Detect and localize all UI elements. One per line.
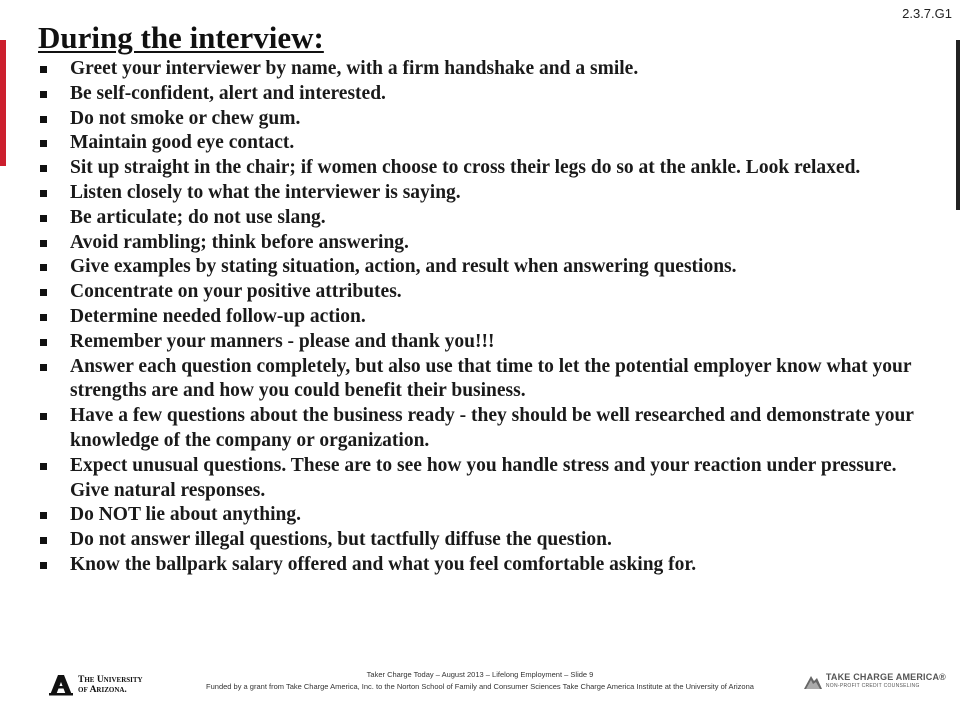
square-bullet-icon xyxy=(40,413,47,420)
take-charge-america-swoosh-icon xyxy=(803,673,823,691)
bullet-text: Have a few questions about the business ready - they should be well researched and demonstrate your knowledge of the company or organization. xyxy=(70,405,914,451)
bullet-item xyxy=(38,404,918,454)
bullet-text: Maintain good eye contact. xyxy=(70,132,295,154)
accent-bar-right xyxy=(956,40,960,210)
bullet-item xyxy=(38,156,918,181)
square-bullet-icon xyxy=(40,463,47,470)
footer xyxy=(0,668,960,720)
square-bullet-icon xyxy=(40,264,47,271)
square-bullet-icon xyxy=(40,289,47,296)
bullet-item xyxy=(38,305,918,330)
bullet-text: Concentrate on your positive attributes. xyxy=(70,281,402,303)
ua-logo-line2: of Arizona. xyxy=(78,685,127,695)
square-bullet-icon xyxy=(40,512,47,519)
tca-logo-tagline: NON-PROFIT CREDIT COUNSELING xyxy=(825,683,920,689)
bullet-text: Answer each question completely, but also use that time to let the potential employer know what your strengths are and how you could benefit their business. xyxy=(70,355,912,402)
bullet-item xyxy=(38,231,918,256)
bullet-text: Do not answer illegal questions, but tactfully diffuse the question. xyxy=(70,529,612,551)
page-title: During the interview: xyxy=(38,20,324,55)
bullet-text: Greet your interviewer by name, with a firm handshake and a smile. xyxy=(70,58,639,79)
bullet-item xyxy=(38,107,918,132)
accent-bar-left xyxy=(0,40,6,166)
bullet-item xyxy=(38,57,918,82)
square-bullet-icon xyxy=(40,165,47,172)
bullet-text: Give examples by stating situation, action, and result when answering questions. xyxy=(70,256,737,278)
bullet-item xyxy=(38,206,918,231)
bullet-item xyxy=(38,553,918,578)
take-charge-america-logo xyxy=(803,673,946,691)
footer-line1: Taker Charge Today – August 2013 – Lifelong Employment – Slide 9 xyxy=(366,670,594,679)
bullet-item xyxy=(38,255,918,280)
bullet-text: Be self-confident, alert and interested. xyxy=(70,82,386,104)
bullet-text: Listen closely to what the interviewer is saying. xyxy=(70,181,461,203)
ua-logo-line1: The University xyxy=(78,675,143,685)
square-bullet-icon xyxy=(40,314,47,321)
bullet-text: Know the ballpark salary offered and what you feel comfortable asking for. xyxy=(70,553,697,575)
bullet-item xyxy=(38,131,918,156)
bullet-item xyxy=(38,454,918,504)
square-bullet-icon xyxy=(40,66,47,73)
university-of-arizona-a-icon xyxy=(48,674,74,696)
square-bullet-icon xyxy=(40,215,47,222)
bullet-item xyxy=(38,330,918,355)
bullet-item xyxy=(38,181,918,206)
bullet-text: Be articulate; do not use slang. xyxy=(70,206,326,228)
footer-text xyxy=(160,669,800,693)
bullet-item xyxy=(38,503,918,528)
bullet-text: Do NOT lie about anything. xyxy=(70,504,301,526)
bullet-item xyxy=(38,528,918,553)
square-bullet-icon xyxy=(40,240,47,247)
square-bullet-icon xyxy=(40,364,47,371)
bullet-item xyxy=(38,82,918,107)
square-bullet-icon xyxy=(40,537,47,544)
footer-line2: Funded by a grant from Take Charge America, Inc. to the Norton School of Family and Consumer Sciences Take Charge America Institute at the University of Arizona xyxy=(206,682,754,691)
bullet-text: Avoid rambling; think before answering. xyxy=(70,231,409,253)
slide-code: 2.3.7.G1 xyxy=(902,6,952,21)
square-bullet-icon xyxy=(40,562,47,569)
square-bullet-icon xyxy=(40,91,47,98)
university-of-arizona-logo xyxy=(48,674,143,696)
bullet-text: Remember your manners - please and thank you!!! xyxy=(70,330,495,352)
bullet-item xyxy=(38,355,918,405)
bullet-text: Sit up straight in the chair; if women choose to cross their legs do so at the ankle. Look relaxed. xyxy=(70,157,861,179)
square-bullet-icon xyxy=(40,116,47,123)
square-bullet-icon xyxy=(40,190,47,197)
square-bullet-icon xyxy=(40,339,47,346)
tca-logo-name: TAKE CHARGE AMERICA® xyxy=(825,672,946,682)
square-bullet-icon xyxy=(40,140,47,147)
bullet-text: Do not smoke or chew gum. xyxy=(70,107,301,129)
bullet-text: Determine needed follow-up action. xyxy=(70,305,366,327)
bullet-list xyxy=(38,57,918,578)
bullet-item xyxy=(38,280,918,305)
bullet-text: Expect unusual questions. These are to see how you handle stress and your reaction under pressure. Give natural responses. xyxy=(70,454,897,501)
